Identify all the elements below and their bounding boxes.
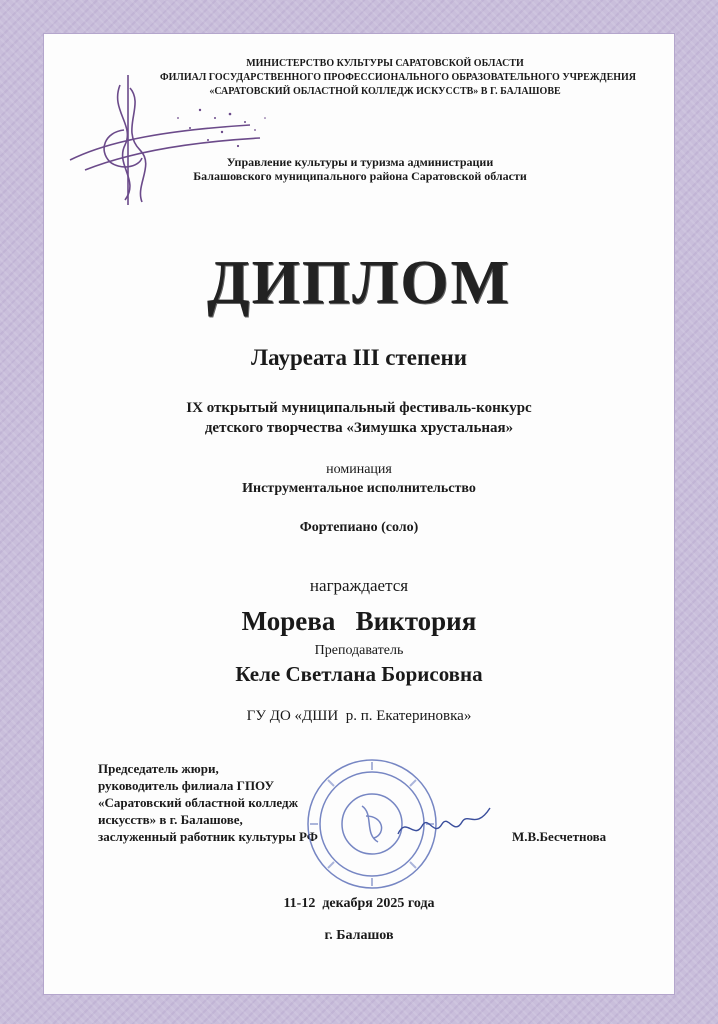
department-line-1: Управление культуры и туризма администрации <box>226 155 494 169</box>
festival-line-1: IX открытый муниципальный фестиваль-конкурс <box>186 400 532 416</box>
diploma-title: ДИПЛОМ <box>206 249 512 317</box>
signature-icon <box>394 800 494 850</box>
nomination-category: Фортепиано (соло) <box>299 520 419 535</box>
signatory-name: М.В.Бесчетнова <box>512 829 607 844</box>
nomination-label: номинация <box>326 462 392 477</box>
signatory-line-1: Председатель жюри, <box>98 761 219 776</box>
awarded-label: награждается <box>309 576 409 595</box>
degree-title: Лауреата III степени <box>251 345 467 370</box>
header-branch: ФИЛИАЛ ГОСУДАРСТВЕННОГО ПРОФЕССИОНАЛЬНОГО ОБРАЗОВАТЕЛЬНОГО УЧРЕЖДЕНИЯ <box>160 72 637 83</box>
school-name: ГУ ДО «ДШИ р. п. Екатериновка» <box>246 708 472 724</box>
recipient-name: Морева Виктория <box>241 606 477 636</box>
teacher-name: Келе Светлана Борисовна <box>235 662 483 686</box>
signatory-line-2: руководитель филиала ГПОУ <box>98 778 274 793</box>
event-city: г. Балашов <box>324 928 394 943</box>
signatory-line-4: искусств» в г. Балашове, <box>98 812 243 827</box>
event-date: 11-12 декабря 2025 года <box>283 896 435 911</box>
festival-line-2: детского творчества «Зимушка хрустальная» <box>204 420 514 436</box>
nomination-name: Инструментальное исполнительство <box>242 481 476 496</box>
header-ministry: МИНИСТЕРСТВО КУЛЬТУРЫ САРАТОВСКОЙ ОБЛАСТИ <box>246 58 524 69</box>
department-line-2: Балашовского муниципального района Саратовской области <box>193 169 527 183</box>
teacher-label: Преподаватель <box>314 643 404 658</box>
signatory-line-5: заслуженный работник культуры РФ <box>98 829 318 844</box>
header-college: «САРАТОВСКИЙ ОБЛАСТНОЙ КОЛЛЕДЖ ИСКУССТВ» В Г. БАЛАШОВЕ <box>209 86 561 97</box>
signatory-line-3: «Саратовский областной колледж <box>98 795 299 810</box>
